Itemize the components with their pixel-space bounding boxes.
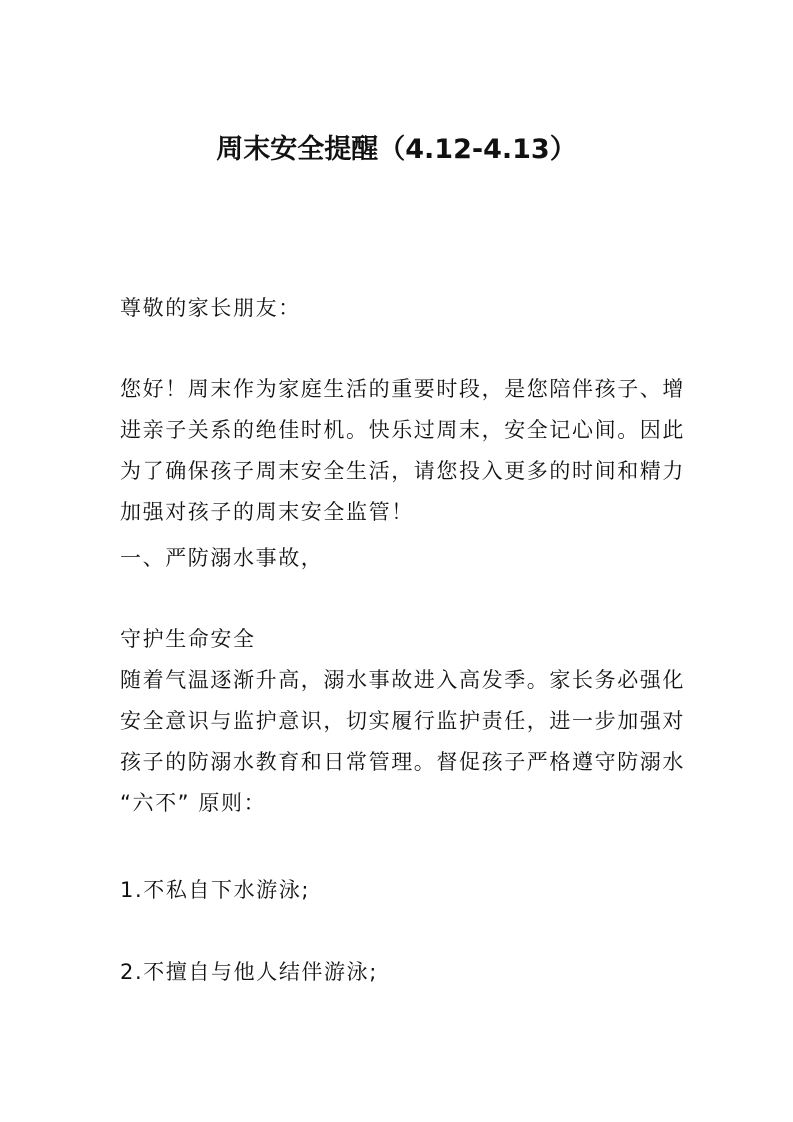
paragraph-line: 加强对孩子的周末安全监管！ (120, 500, 414, 524)
paragraph-line: 随着气温逐渐升高，溺水事故进入高发季。家长务必强化 (120, 668, 685, 692)
rule-item: 2.不擅自与他人结伴游泳; (120, 960, 378, 984)
document-title: 周末安全提醒（4.12-4.13） (216, 134, 577, 165)
paragraph-line: 孩子的防溺水教育和日常管理。督促孩子严格遵守防溺水 (120, 750, 685, 774)
paragraph-line: 进亲子关系的绝佳时机。快乐过周末，安全记心间。因此 (120, 418, 685, 442)
paragraph-line: “六不” 原则： (120, 791, 267, 815)
paragraph-line: 您好！周末作为家庭生活的重要时段，是您陪伴孩子、增 (120, 377, 685, 401)
paragraph-line: 安全意识与监护意识，切实履行监护责任，进一步加强对 (120, 709, 685, 733)
section-heading: 一、严防溺水事故， (120, 546, 324, 570)
section-subheading: 守护生命安全 (120, 627, 256, 651)
greeting: 尊敬的家长朋友： (120, 296, 301, 320)
paragraph-line: 为了确保孩子周末安全生活，请您投入更多的时间和精力 (120, 459, 685, 483)
rule-item: 1.不私自下水游泳; (120, 878, 311, 902)
